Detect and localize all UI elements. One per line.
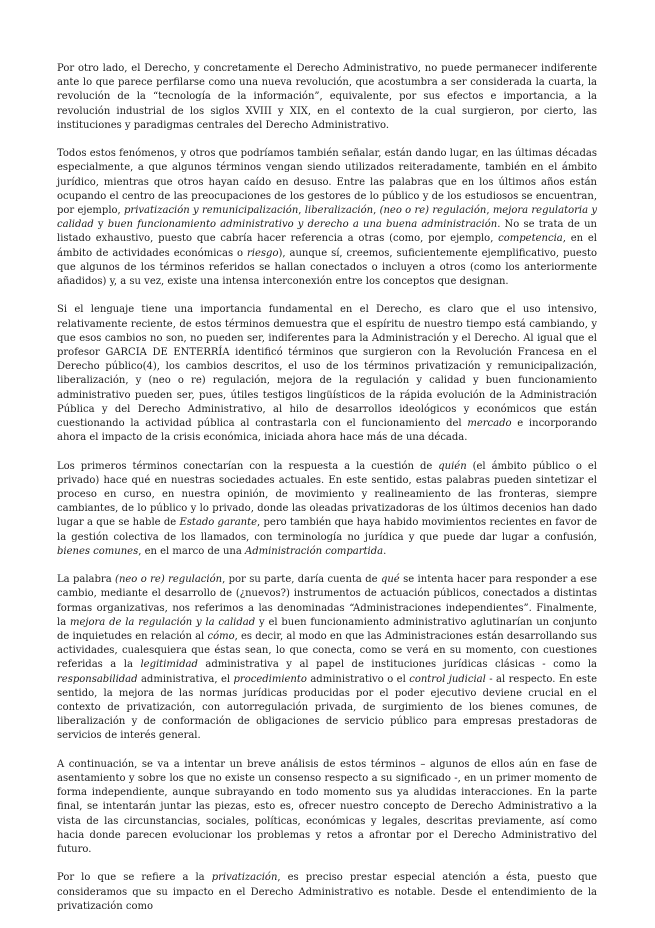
italic-term: responsabilidad: [57, 673, 138, 685]
italic-term: buen funcionamiento administrativo y derecho a una buena administración: [107, 219, 498, 231]
paragraph: [57, 460, 597, 559]
text-run: , es decir, al modo en que las Administraciones están desarrollando sus actividades, cualesquiera que éstas sean, lo que conecta, como se verá en su momento, con cuestiones referidas a la: [57, 631, 598, 671]
italic-term: procedimiento: [233, 673, 307, 685]
text-run: - al respecto. En este sentido, la mejora de las normas jurídicas producidas por el poder ejecutivo deviene crucial en el contexto de privatización, con autorregulación privada, de surgimiento de los bienes comunes, de liberalización y de conformación de obligaciones de servicio público para empresas prestadoras de servicios de interés general.: [57, 673, 597, 742]
italic-term: privatización y remunicipalización: [124, 205, 299, 217]
text-run: .: [383, 545, 387, 557]
text-run: administrativa, el: [137, 673, 234, 685]
text-run: La palabra: [57, 574, 116, 586]
paragraph: [57, 147, 597, 289]
italic-term: mejora regulatoria y calidad: [57, 205, 598, 231]
italic-term: Administración compartida: [244, 545, 384, 557]
text-run: Por lo que se refiere a la: [57, 872, 212, 884]
paragraph: [57, 303, 597, 445]
paragraph: [57, 871, 597, 914]
italic-term: quién: [438, 460, 467, 472]
paragraph: [57, 573, 597, 743]
text-run: Por otro lado, el Derecho, y concretamente el Derecho Administrativo, no puede permanecer indiferente ante lo que parece perfilarse como una nueva revolución, que acostumbra a ser considerada la cuarta, la revolución de la “tecnología de la información”, equivalente, por sus efectos e importancia, a la revolución industrial de los siglos XVIII y XIX, en el contexto de la cual surgieron, por cierto, las instituciones y paradigmas centrales del Derecho Administrativo.: [57, 63, 597, 131]
italic-term: competencia: [498, 233, 563, 245]
paragraph: [57, 62, 597, 133]
text-run: ,: [298, 205, 305, 217]
document-page: [57, 62, 597, 928]
italic-term: legitimidad: [140, 659, 198, 671]
italic-term: liberalización: [304, 205, 374, 217]
text-run: Si el lenguaje tiene una importancia fundamental en el Derecho, es claro que el uso intensivo, relativamente reciente, de estos términos demuestra que el espíritu de nuestro tiempo está cambiando, y que esos cambios no son, no pueden ser, indiferentes para la Administración y el Derecho. Al igual que el profesor GARCIA DE ENTERRÍA identificó términos que surgieron con la Revolución Francesa en el Derecho público(4), los cambios descritos, el uso de los términos privatización y remunicipalización, liberalización, y (neo o re) regulación, mejora de la regulación y calidad y buen funcionamiento administrativo pueden ser, pues, útiles testigos lingüísticos de la rápida evolución de la Administración Pública y del Derecho Administrativo, al hilo de desarrollos ideológicos y económicos que están cuestionando la actividad pública al contrastarla con el funcionamiento del: [57, 304, 597, 430]
text-run: , es preciso prestar especial atención a ésta, puesto que consideramos que su impacto en el Derecho Administrativo es notable. Desde el entendimiento de la privatización como: [57, 872, 597, 912]
italic-term: (neo o re) regulación: [379, 205, 487, 217]
text-run: y el buen funcionamiento administrativo aglutinarían un conjunto de inquietudes en relación al: [57, 616, 597, 643]
italic-term: bienes comunes: [57, 545, 139, 557]
text-run: ,: [486, 205, 493, 217]
text-run: (el ámbito público o el privado) hace qué en nuestras sociedades actuales. En este sentido, estas palabras pueden sintetizar el proceso en curso, en nuestra opinión, de movimiento y realineamiento de las fronteras, siempre cambiantes, de lo público y lo privado, donde las oleadas privatizadoras de los últimos decenios han dado lugar a que se hable de: [57, 460, 597, 529]
text-run: ), aunque sí, creemos, suficientemente ejemplificativo, puesto que algunos de los términos referidos se hallan conectados o incluyen a otros (como los anteriormente añadidos) y, a su vez, existe una intensa interconexión entre los conceptos que designan.: [57, 247, 597, 288]
italic-term: qué: [380, 574, 400, 586]
text-run: Los primeros términos conectarían con la respuesta a la cuestión de: [57, 460, 439, 472]
italic-term: control judicial: [409, 673, 486, 685]
italic-term: mejora de la regulación y la calidad: [69, 616, 256, 628]
italic-term: riesgo: [247, 247, 279, 259]
text-run: , pero también que haya habido movimientos recientes en favor de la gestión colectiva de los llamados, con terminología no jurídica y que puede dar lugar a confusión,: [57, 517, 597, 543]
paragraph: [57, 758, 597, 857]
italic-term: (neo o re) regulación: [115, 574, 223, 586]
text-run: A continuación, se va a intentar un breve análisis de estos términos – algunos de ellos aún en fase de asentamiento y sobre los que no existe un consenso respecto a su significado -, en un primer momento de forma independiente, aunque subrayando en todo momento sus ya aludidas interacciones. En la parte final, se intentarán juntar las piezas, esto es, ofrecer nuestro concepto de Derecho Administrativo a la vista de las circunstancias, sociales, políticas, económicas y legales, descritas previamente, así como hacia donde parecen evolucionar los problemas y retos a afrontar por el Derecho Administrativo del futuro.: [57, 758, 597, 856]
text-run: , en el ámbito de actividades económicas o: [57, 233, 597, 259]
text-run: . No se trata de un listado exhaustivo, puesto que cabría hacer referencia a otras (como, por ejemplo,: [57, 219, 597, 245]
text-run: Todos estos fenómenos, y otros que podríamos también señalar, están dando lugar, en las últimas décadas especialmente, a que algunos términos vengan siendo utilizados reiteradamente, también en el ámbito jurídico, mientras que otros hayan caído en desuso. Entre las palabras que en los últimos años están ocupando el centro de las preocupaciones de los gestores de lo público y de los estudiosos se encuentran, por ejemplo,: [57, 148, 597, 217]
text-run: , por su parte, daría cuenta de: [222, 574, 381, 586]
text-run: administrativo o el: [306, 673, 410, 685]
text-run: se intenta hacer para responder a ese cambio, mediante el desarrollo de (¿nuevos?) instrumentos de actuación públicos, conectados a distintas formas organizativas, nos referimos a las denominadas “Administraciones independientes”. Finalmente, la: [57, 574, 597, 628]
text-run: , en el marco de una: [138, 545, 245, 557]
text-run: administrativa y al papel de instituciones jurídicas clásicas - como la: [197, 659, 597, 671]
italic-term: cómo: [207, 631, 235, 643]
italic-term: Estado garante: [179, 517, 258, 529]
text-run: y: [93, 219, 108, 231]
italic-term: mercado: [467, 418, 512, 430]
text-run: ,: [373, 205, 380, 217]
italic-term: privatización: [211, 872, 278, 884]
text-run: e incorporando ahora el impacto de la crisis económica, iniciada ahora hace más de una década.: [57, 418, 597, 444]
